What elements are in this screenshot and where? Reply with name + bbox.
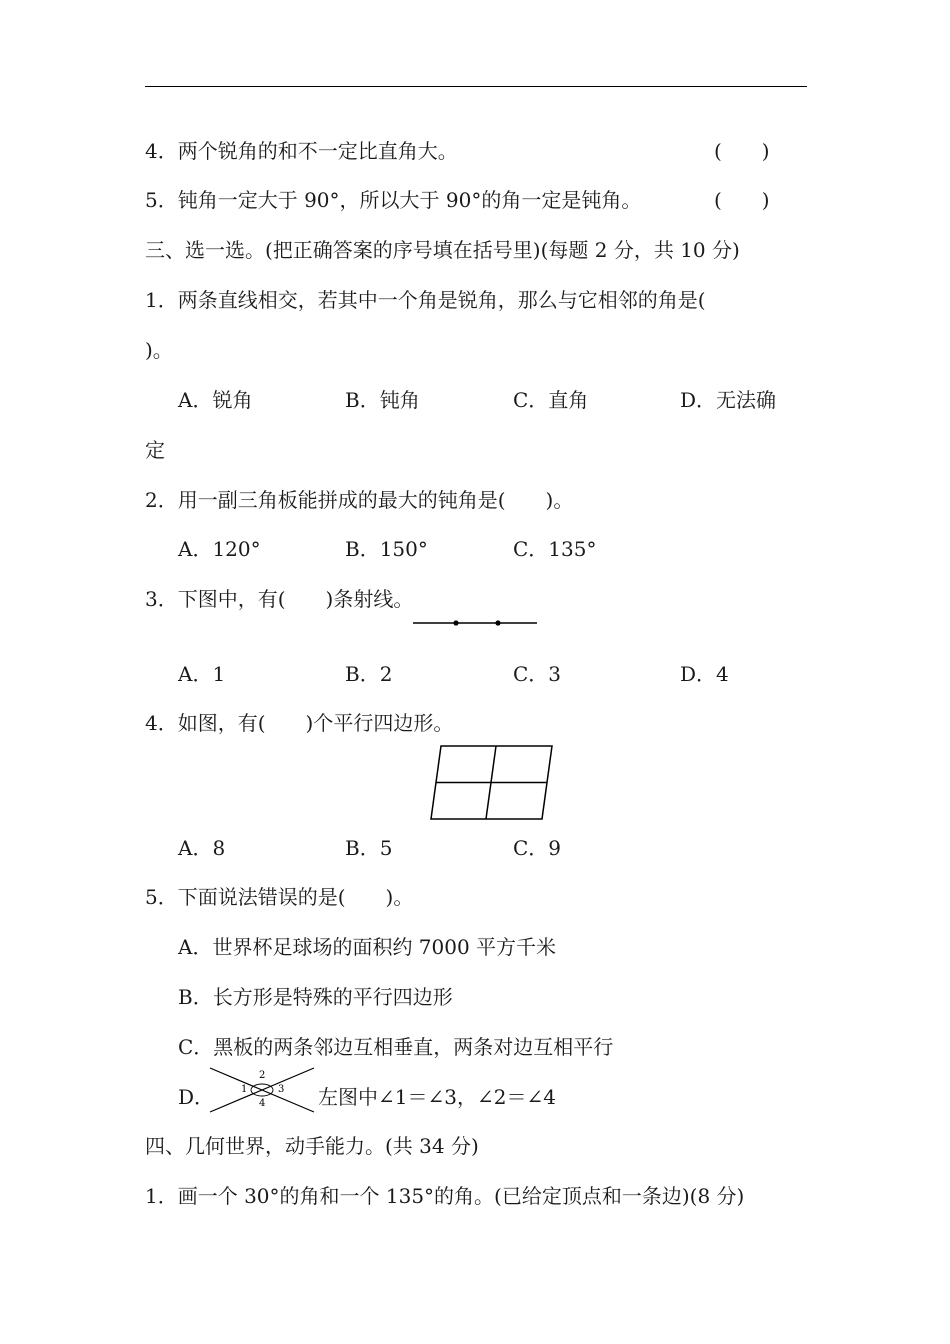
judge-question-5: 5．钝角一定大于 90°，所以大于 90°的角一定是钝角。 [145, 188, 642, 212]
header-rule [145, 86, 807, 87]
angle-label-4: 4 [259, 1098, 266, 1109]
q2-option-a: A．120° [178, 537, 261, 561]
q1-option-b: B．钝角 [345, 388, 420, 412]
q3-option-b: B．2 [345, 662, 393, 686]
q1-option-c: C．直角 [513, 388, 589, 412]
angle-label-1: 1 [241, 1084, 248, 1095]
answer-parentheses-5: ( ) [714, 188, 770, 212]
q3-option-a: A．1 [178, 662, 226, 686]
q5-option-c: C．黑板的两条邻边互相垂直，两条对边互相平行 [178, 1035, 614, 1059]
q4-option-a: A．8 [178, 836, 226, 860]
q2-option-c: C．135° [513, 537, 597, 561]
angle-label-3: 3 [278, 1084, 285, 1095]
q5-option-a: A．世界杯足球场的面积约 7000 平方千米 [178, 935, 557, 959]
intersecting-lines-figure [207, 1064, 317, 1116]
q3-option-d: D．4 [680, 662, 729, 686]
q4-option-b: B．5 [345, 836, 393, 860]
angle-label-2: 2 [259, 1070, 266, 1081]
q1-option-d-overflow: 定 [145, 438, 165, 462]
choice-question-2: 2．用一副三角板能拼成的最大的钝角是( )。 [145, 488, 574, 512]
q5-option-d-text: 左图中∠1＝∠3，∠2＝∠4 [318, 1085, 556, 1109]
choice-question-1-end: )。 [145, 338, 173, 362]
q4-option-c: C．9 [513, 836, 562, 860]
q5-option-b: B．长方形是特殊的平行四边形 [178, 985, 453, 1009]
choice-question-5: 5．下面说法错误的是( )。 [145, 885, 414, 909]
parallelogram-figure [429, 744, 555, 822]
draw-question-1: 1．画一个 30°的角和一个 135°的角。(已给定顶点和一条边)(8 分) [145, 1184, 745, 1208]
choice-question-4: 4．如图，有( )个平行四边形。 [145, 711, 454, 735]
section-4-title: 四、几何世界，动手能力。(共 34 分) [145, 1134, 479, 1158]
q5-option-d: D． [178, 1085, 215, 1109]
choice-question-1: 1．两条直线相交，若其中一个角是锐角，那么与它相邻的角是( [145, 288, 706, 312]
choice-question-3: 3．下图中，有( )条射线。 [145, 587, 414, 611]
judge-question-4: 4．两个锐角的和不一定比直角大。 [145, 139, 458, 163]
q2-option-b: B．150° [345, 537, 428, 561]
ray-figure [413, 616, 539, 630]
section-3-title: 三、选一选。(把正确答案的序号填在括号里)(每题 2 分，共 10 分) [145, 238, 740, 262]
answer-parentheses-4: ( ) [714, 139, 770, 163]
q1-option-d: D．无法确 [680, 388, 777, 412]
q3-option-c: C．3 [513, 662, 562, 686]
q1-option-a: A．锐角 [178, 388, 253, 412]
